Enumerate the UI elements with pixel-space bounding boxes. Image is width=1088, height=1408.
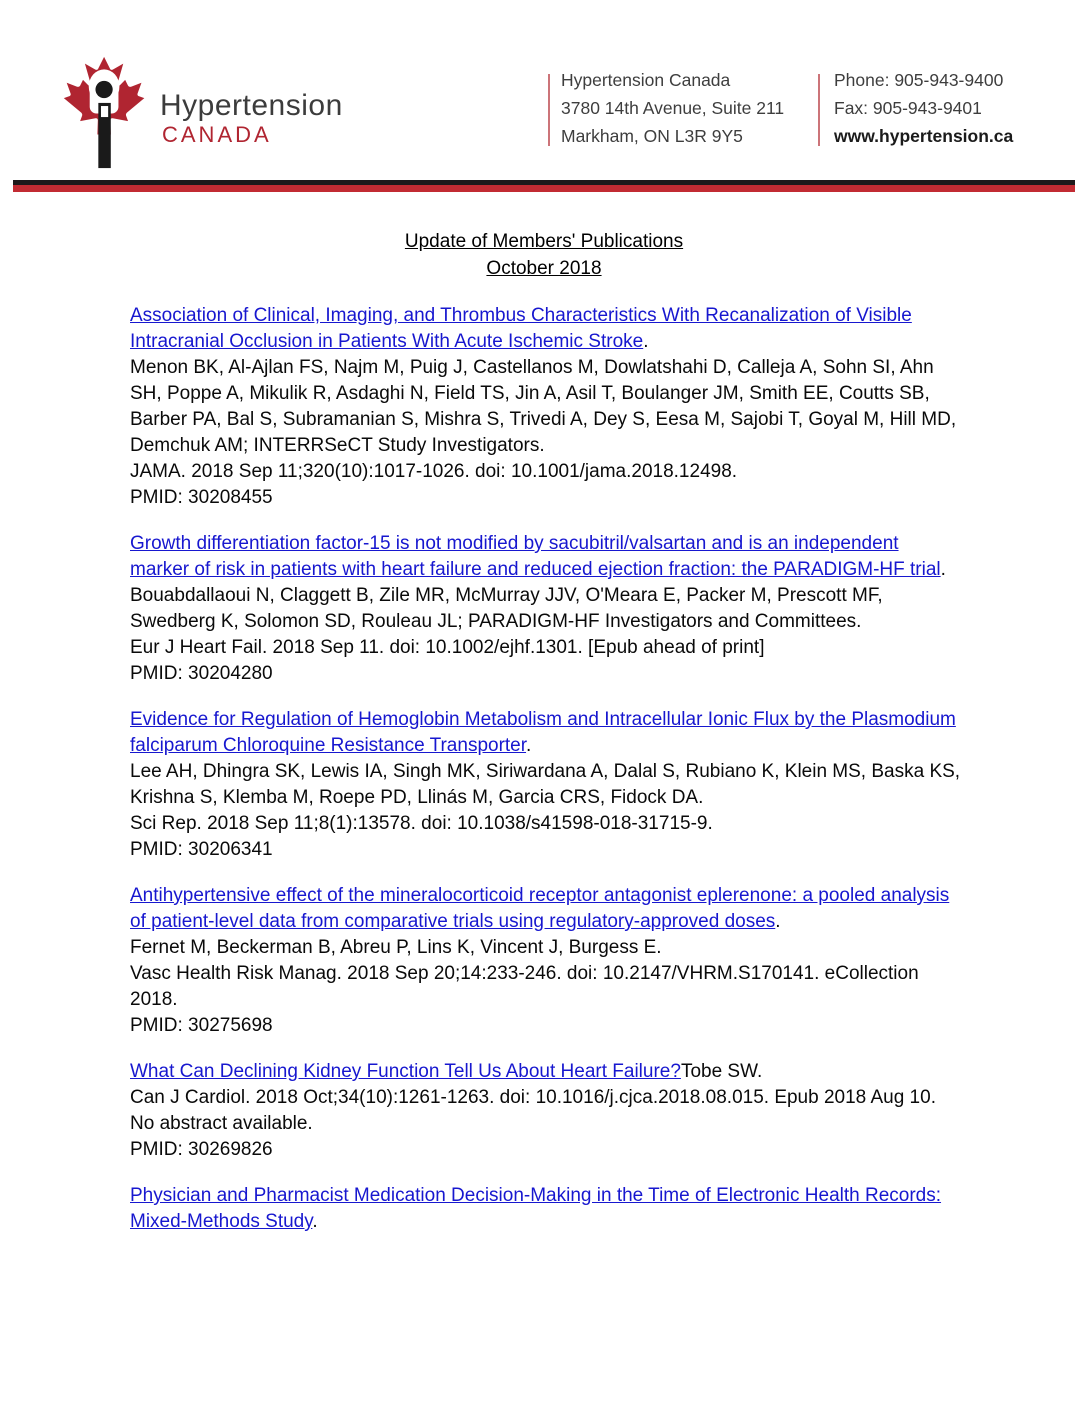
publication-pmid: PMID: 30275698 [130,1015,273,1036]
publication-authors: Fernet M, Beckerman B, Abreu P, Lins K, Vincent J, Burgess E. [130,937,662,958]
publication-pmid: PMID: 30269826 [130,1139,273,1160]
header-contact-block [834,66,1013,150]
publication-authors: Bouabdallaoui N, Claggett B, Zile MR, McMurray JJV, O'Meara E, Packer M, Prescott MF, Swedberg K, Solomon SD, Rouleau JL; PARADIGM-HF Investigators and Committees. [130,585,883,632]
document-body [0,192,1088,1235]
publication-authors: Menon BK, Al-Ajlan FS, Najm M, Puig J, Castellanos M, Dowlatshahi D, Calleja A, Sohn SI, Ahn SH, Poppe A, Mikulik R, Asdaghi N, Field TS, Jin A, Asil T, Boulanger JM, Smith EE, Coutts SB, Barber PA, Bal S, Subramanian S, Mishra S, Trivedi A, Dey S, Eesa M, Sajobi T, Goyal M, Hill MD, Demchuk AM; INTERRSeCT Study Investigators. [130,357,957,456]
document-title: Update of Members' Publications [404,231,684,252]
phone-number: Phone: 905-943-9400 [834,70,1004,90]
publication-citation: Can J Cardiol. 2018 Oct;34(10):1261-1263. doi: 10.1016/j.cjca.2018.08.015. Epub 2018 Aug 10. No abstract available. [130,1087,936,1134]
logo-wordmark [160,90,343,148]
header-separator-line [548,74,550,146]
city-address: Markham, ON L3R 9Y5 [561,126,743,146]
header-divider [13,180,1075,192]
publication-entry [130,1059,962,1163]
publication-citation: JAMA. 2018 Sep 11;320(10):1017-1026. doi: 10.1001/jama.2018.12498. [130,461,738,482]
publication-title-suffix: . [643,331,649,352]
publication-title-suffix: . [940,559,946,580]
brand-subtitle: CANADA [162,122,272,147]
maple-leaf-person-icon [58,55,154,170]
publication-title-link[interactable]: Evidence for Regulation of Hemoglobin Metabolism and Intracellular Ionic Flux by the Plasmodium falciparum Chloroquine Resistance Transporter [130,709,956,756]
publication-citation: Sci Rep. 2018 Sep 11;8(1):13578. doi: 10.1038/s41598-018-31715-9. [130,813,713,834]
publication-title [130,303,962,355]
publication-title-suffix: . [312,1211,318,1232]
publication-entry [130,883,962,1039]
publication-title-suffix: . [526,735,532,756]
publication-citation: Eur J Heart Fail. 2018 Sep 11. doi: 10.1002/ejhf.1301. [Epub ahead of print] [130,637,765,658]
publication-entry [130,531,962,687]
publication-entry [130,1183,962,1235]
publication-title-suffix: . [775,911,781,932]
publication-title-suffix: Tobe SW. [680,1061,763,1082]
publication-pmid: PMID: 30204280 [130,663,273,684]
publication-citation: Vasc Health Risk Manag. 2018 Sep 20;14:233-246. doi: 10.2147/VHRM.S170141. eCollection 2018. [130,963,919,1010]
hypertension-canada-logo [58,55,343,170]
publication-entry [130,707,962,863]
street-address: 3780 14th Avenue, Suite 211 [561,98,785,118]
publication-title [130,531,962,583]
publication-title-link[interactable]: Physician and Pharmacist Medication Decision-Making in the Time of Electronic Health Records: Mixed-Methods Study [130,1185,942,1232]
publication-pmid: PMID: 30208455 [130,487,273,508]
header-separator-line [818,74,820,146]
publication-entry [130,303,962,511]
publications-list [130,303,962,1235]
letterhead-header [0,0,1088,192]
publication-pmid: PMID: 30206341 [130,839,273,860]
publication-title-link[interactable]: Association of Clinical, Imaging, and Thrombus Characteristics With Recanalization of Visible Intracranial Occlusion in Patients With Acute Ischemic Stroke [130,305,912,352]
org-name: Hypertension Canada [561,70,731,90]
publication-title [130,707,962,759]
publication-title [130,1183,962,1235]
document-date: October 2018 [486,258,602,279]
publication-title-link[interactable]: Growth differentiation factor-15 is not modified by sacubitril/valsartan and is an independent marker of risk in patients with heart failure and reduced ejection fraction: the PARADIGM-HF trial [130,533,941,580]
fax-number: Fax: 905-943-9401 [834,98,982,118]
publication-authors: Lee AH, Dhingra SK, Lewis IA, Singh MK, Siriwardana A, Dalal S, Rubiano K, Klein MS, Baska KS, Krishna S, Klemba M, Roepe PD, Llinás M, Garcia CRS, Fidock DA. [130,761,961,808]
website-url: www.hypertension.ca [834,126,1014,146]
publication-title [130,883,962,935]
divider-red-bar [13,185,1075,192]
header-address-block [561,66,784,150]
publication-title-link[interactable]: Antihypertensive effect of the mineralocorticoid receptor antagonist eplerenone: a pooled analysis of patient-level data from comparative trials using regulatory-approved doses [130,885,950,932]
brand-name: Hypertension [160,89,343,122]
publication-title [130,1059,962,1085]
publication-title-link[interactable]: What Can Declining Kidney Function Tell Us About Heart Failure? [130,1061,681,1082]
document-heading [0,228,1088,282]
